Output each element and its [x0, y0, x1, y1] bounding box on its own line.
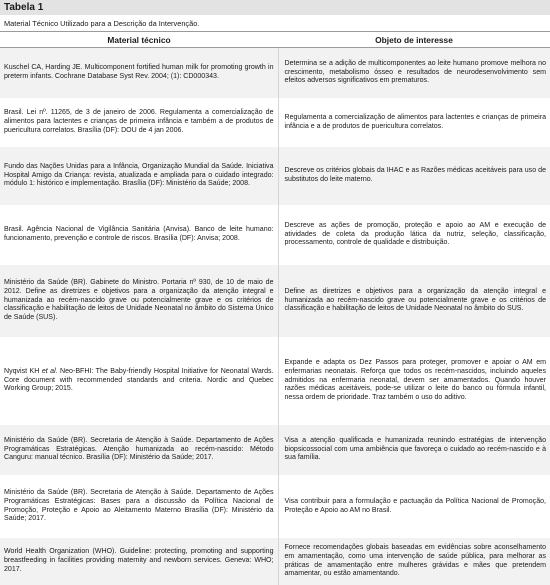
table-row	[0, 425, 550, 475]
material-cell	[0, 337, 278, 425]
header-row	[0, 32, 550, 48]
table-label: Tabela 1	[0, 0, 550, 15]
objeto-cell: Regulamenta a comercialização de alimentos para lactentes e crianças de primeira infância e a de produtos de puericultura correlatos.	[278, 98, 550, 147]
reference-table	[0, 32, 550, 585]
objeto-cell: Determina se a adição de multicomponentes ao leite humano promove melhora no crescimento, metabolismo ósseo e resultados de neurodesenvolvimento sem efeitos adversos significativos em prematuros.	[278, 48, 550, 99]
material-cell: Kuschel CA, Harding JE. Multicomponent fortified human milk for promoting growth in preterm infants. Cochrane Database Syst Rev. 2004; (1): CD000343.	[0, 48, 278, 99]
table-row	[0, 48, 550, 99]
table-caption: Material Técnico Utilizado para a Descrição da Intervenção.	[0, 15, 550, 32]
objeto-cell: Define as diretrizes e objetivos para a organização da atenção integral e humanizada ao recém-nascido grave ou potencialmente grave e os critérios de classificação e habilitação de leitos de Unidade Neonatal no âmbito do SUS.	[278, 265, 550, 337]
citation-et-al: et al.	[41, 367, 58, 375]
material-cell: World Health Organization (WHO). Guideline: protecting, promoting and supporting breastfeeding in facilities providing maternity and newborn services. Geneva: WHO; 2017.	[0, 538, 278, 585]
table-row	[0, 147, 550, 205]
table-row	[0, 205, 550, 265]
header-material: Material técnico	[0, 32, 278, 48]
table-row	[0, 98, 550, 147]
table-row	[0, 475, 550, 538]
objeto-cell: Expande e adapta os Dez Passos para proteger, promover e apoiar o AM em enfermarias neonatais. Reforça que todos os recém-nascidos, incluindo aqueles admitidos na enfermaria neonatal, devem ser amamentados. Quando houver razões médicas aceitáveis, pode-se utilizar o leite do banco ou fórmula infantil, nessa ordem de prioridade. Traz também o uso do aditivo.	[278, 337, 550, 425]
objeto-cell: Visa contribuir para a formulação e pactuação da Política Nacional de Promoção, Proteção e Apoio ao AM no Brasil.	[278, 475, 550, 538]
material-cell: Brasil. Lei nº. 11265, de 3 de janeiro de 2006. Regulamenta a comercialização de alimentos para lactentes e crianças de primeira infância e também a de produtos de puericultura correlatos. Brasília (DF): DOU de 4 jan 2006.	[0, 98, 278, 147]
objeto-cell: Fornece recomendações globais baseadas em evidências sobre aconselhamento em amamentação, como uma intervenção de saúde pública, para melhorar as práticas de amamentação entre mulheres grávidas e mães que pretendem amamentar, ou estão amamentando.	[278, 538, 550, 585]
header-objeto: Objeto de interesse	[278, 32, 550, 48]
objeto-cell: Visa a atenção qualificada e humanizada reunindo estratégias de intervenção biopsicossocial com uma ambiência que favoreça o cuidado ao recém-nascido e à sua família.	[278, 425, 550, 475]
objeto-cell: Descreve as ações de promoção, proteção e apoio ao AM e execução de atividades de coleta da produção lática da nutriz, seleção, classificação, processamento, controle de qualidade e distribuição.	[278, 205, 550, 265]
material-cell: Ministério da Saúde (BR). Secretaria de Atenção à Saúde. Departamento de Ações Programáticas Estratégicas. Atenção humanizada ao recém-nascido: Método Canguru: manual técnico. Brasília (DF): Ministério da Saúde; 2017.	[0, 425, 278, 475]
material-cell: Brasil. Agência Nacional de Vigilância Sanitária (Anvisa). Banco de leite humano: funcionamento, prevenção e controle de riscos. Brasília (DF): Anvisa; 2008.	[0, 205, 278, 265]
objeto-cell: Descreve os critérios globais da IHAC e as Razões médicas aceitáveis para uso de substitutos do leite materno.	[278, 147, 550, 205]
material-cell: Ministério da Saúde (BR). Gabinete do Ministro. Portaria nº 930, de 10 de maio de 2012. Define as diretrizes e objetivos para a organização da atenção integral e humanizada ao recém-nascido grave ou potencialmente grave e os critérios de classificação e habilitação de leitos de Unidade Neonatal no âmbito do Sistema Único de Saúde (SUS).	[0, 265, 278, 337]
citation-authors: Nyqvist KH	[4, 367, 42, 375]
citation-rest: Neo-BFHI: The Baby-friendly Hospital Initiative for Neonatal Wards. Core document with recommended standards and criteria. Nordic and Quebec Working Group; 2015.	[4, 367, 274, 393]
table-row	[0, 337, 550, 425]
table-row	[0, 538, 550, 585]
material-cell: Fundo das Nações Unidas para a Infância, Organização Mundial da Saúde. Iniciativa Hospital Amigo da Criança: revista, atualizada e ampliada para o cuidado integrado: módulo 1: histórico e implementação. Brasília (DF): Ministério da Saúde; 2008.	[0, 147, 278, 205]
table-row	[0, 265, 550, 337]
material-cell: Ministério da Saúde (BR). Secretaria de Atenção à Saúde. Departamento de Ações Programáticas Estratégicas: Bases para a discussão da Política Nacional de Promoção, Proteção e Apoio ao Aleitamento Materno Brasília (DF): Ministério da Saúde; 2017.	[0, 475, 278, 538]
